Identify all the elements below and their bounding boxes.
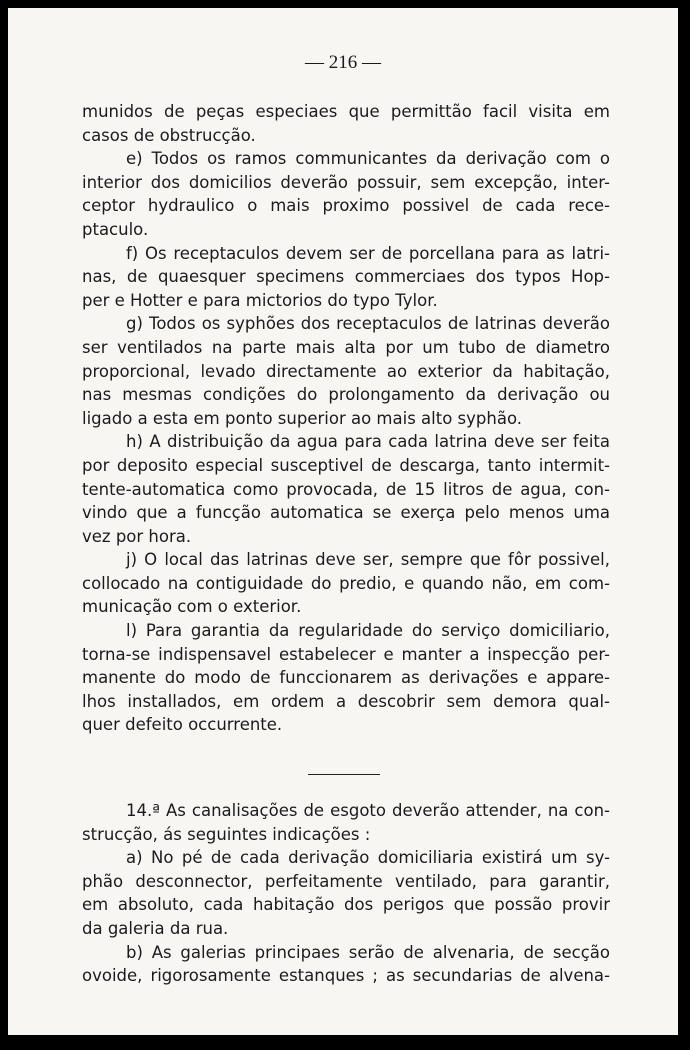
text-line: ovoide, rigorosamente estanques ; as secundarias de alvena- [82, 966, 610, 986]
text-line: em absoluto, cada habitação dos perigos que possão provir [82, 895, 610, 915]
text-line: ptaculo. [82, 219, 149, 239]
text-line: vez por hora. [82, 526, 192, 546]
section-text-lower [82, 799, 610, 988]
document-page [8, 8, 678, 1035]
text-line: e) Todos os ramos communicantes da derivação com o [126, 149, 610, 169]
text-line: l) Para garantia da regularidade do serviço domiciliario, [126, 621, 610, 641]
section-text-upper [82, 100, 610, 737]
text-line: b) As galerias principaes serão de alvenaria, de secção [126, 942, 610, 962]
text-line: lhos installados, em ordem a descobrir sem demora qual- [82, 691, 610, 711]
section-divider [308, 774, 380, 775]
text-line: f) Os receptaculos devem ser de porcellana para as latri- [126, 243, 610, 263]
text-line: a) No pé de cada derivação domiciliaria existirá um sy- [126, 848, 610, 868]
text-line: por deposito especial susceptivel de descarga, tanto intermit- [82, 455, 610, 475]
text-line: vindo que a funcção automatica se exerça pelo menos uma [82, 503, 610, 523]
text-line: casos de obstrucção. [82, 125, 256, 145]
text-line: quer defeito occurrente. [82, 715, 283, 735]
text-line: ceptor hydraulico o mais proximo possivel de cada rece- [82, 196, 610, 216]
page-number: — 216 — [305, 52, 381, 73]
text-line: interior dos domicilios deverão possuir, sem excepção, inter- [82, 172, 610, 192]
text-line: strucção, ás seguintes indicações : [82, 824, 371, 844]
text-line: h) A distribuição da agua para cada latrina deve ser feita [126, 432, 610, 452]
text-line: g) Todos os syphões dos receptaculos de latrinas deverão [126, 314, 610, 334]
text-line: phão desconnector, perfeitamente ventilado, para garantir, [82, 871, 610, 891]
text-line: 14.ª As canalisações de esgoto deverão attender, na con- [126, 801, 610, 820]
text-line: manente do modo de funccionarem as derivações e appare- [82, 668, 610, 688]
text-line: ligado a esta em ponto superior ao mais alto syphão. [82, 408, 522, 428]
text-line: per e Hotter e para mictorios do typo Tylor. [82, 290, 438, 310]
text-line: j) O local das latrinas deve ser, sempre que fôr possivel, [126, 550, 610, 570]
text-line: munidos de peças especiaes que permittão facil visita em [82, 102, 610, 121]
text-line: da galeria da rua. [82, 918, 229, 938]
text-line: nas mesmas condições do prolongamento da derivação ou [82, 385, 610, 405]
text-line: nas, de quaesquer specimens commerciaes dos typos Hop- [82, 267, 610, 287]
text-line: proporcional, levado directamente ao exterior da habitação, [82, 361, 610, 381]
text-line: torna-se indispensavel estabelecer e manter a inspecção per- [82, 644, 610, 664]
text-line: municação com o exterior. [82, 597, 302, 617]
text-line: collocado na contiguidade do predio, e quando não, em com- [82, 573, 610, 593]
text-line: tente-automatica como provocada, de 15 litros de agua, con- [82, 479, 610, 499]
text-line: ser ventilados na parte mais alta por um tubo de diametro [82, 337, 610, 357]
